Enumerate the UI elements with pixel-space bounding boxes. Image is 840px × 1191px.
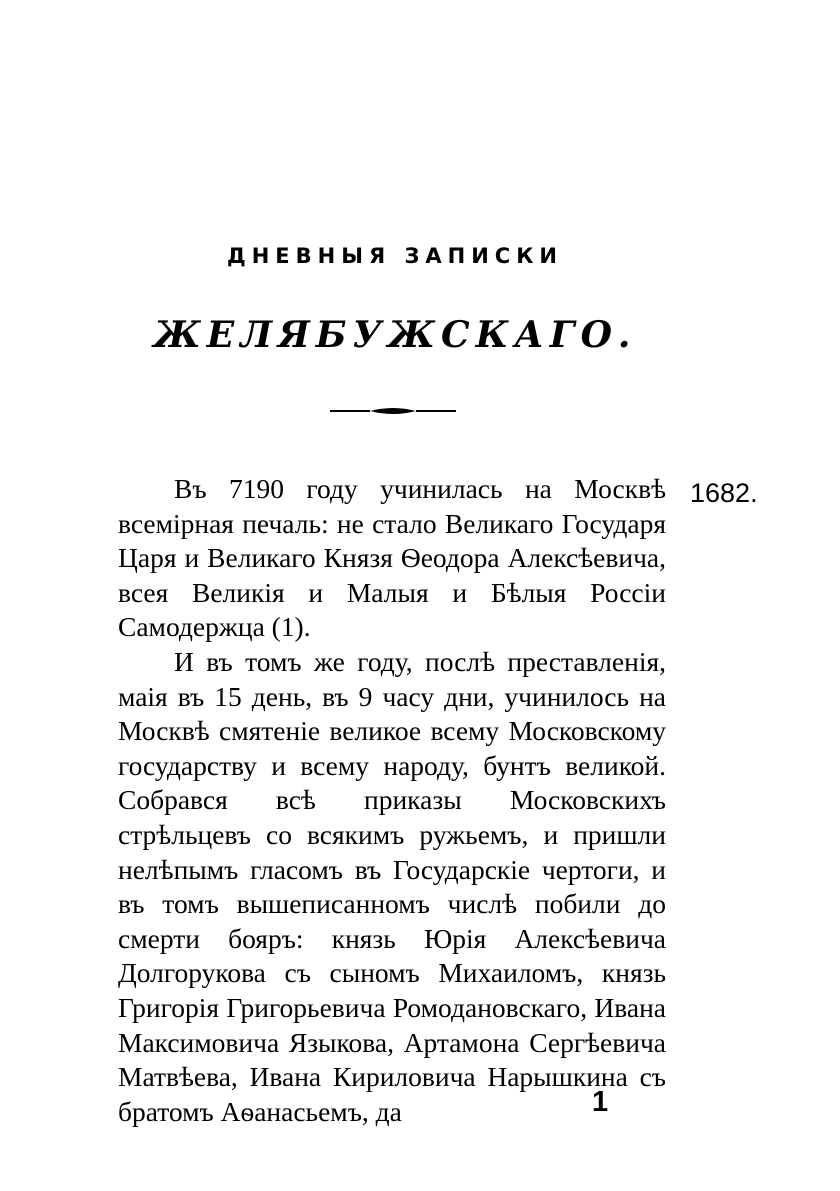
page-number: 1 (592, 1086, 609, 1118)
title-line-2: ЖЕЛЯБУЖСКАГО. (153, 314, 637, 356)
ornament-divider (330, 404, 456, 418)
paragraph: Въ 7190 году учинилась на Москвѣ всемірная печаль: не стало Великаго Государя Царя и Великаго Князя Ѳеодора Алексѣевича, всея Великія и Малыя и Бѣлыя Россіи Самодержца (1). (118, 473, 666, 643)
margin-year-note: 1682. (690, 478, 758, 508)
body-text (118, 472, 666, 1129)
title-line-1: ДНЕВНЫЯ ЗАПИСКИ (227, 244, 563, 268)
paragraph: И въ томъ же году, послѣ преставленія, маія въ 15 день, въ 9 часу дни, учинилось на Москвѣ смятеніе великое всему Московскому государству и всему народу, бунтъ великой. Собрався всѣ приказы Московскихъ стрѣльцевъ со всякимъ ружьемъ, и пришли нелѣпымъ гласомъ въ Государскіе чертоги, и въ томъ вышеписанномъ числѣ побили до смерти бояръ: князь Юрія Алексѣевича Долгорукова съ сыномъ Михаиломъ, князь Григорія Григорьевича Ромодановскаго, Ивана Максимовича Языкова, Артамона Сергѣевича Матвѣева, Ивана Кириловича Нарышкина съ братомъ Аѳанасьемъ, да (118, 645, 666, 1127)
